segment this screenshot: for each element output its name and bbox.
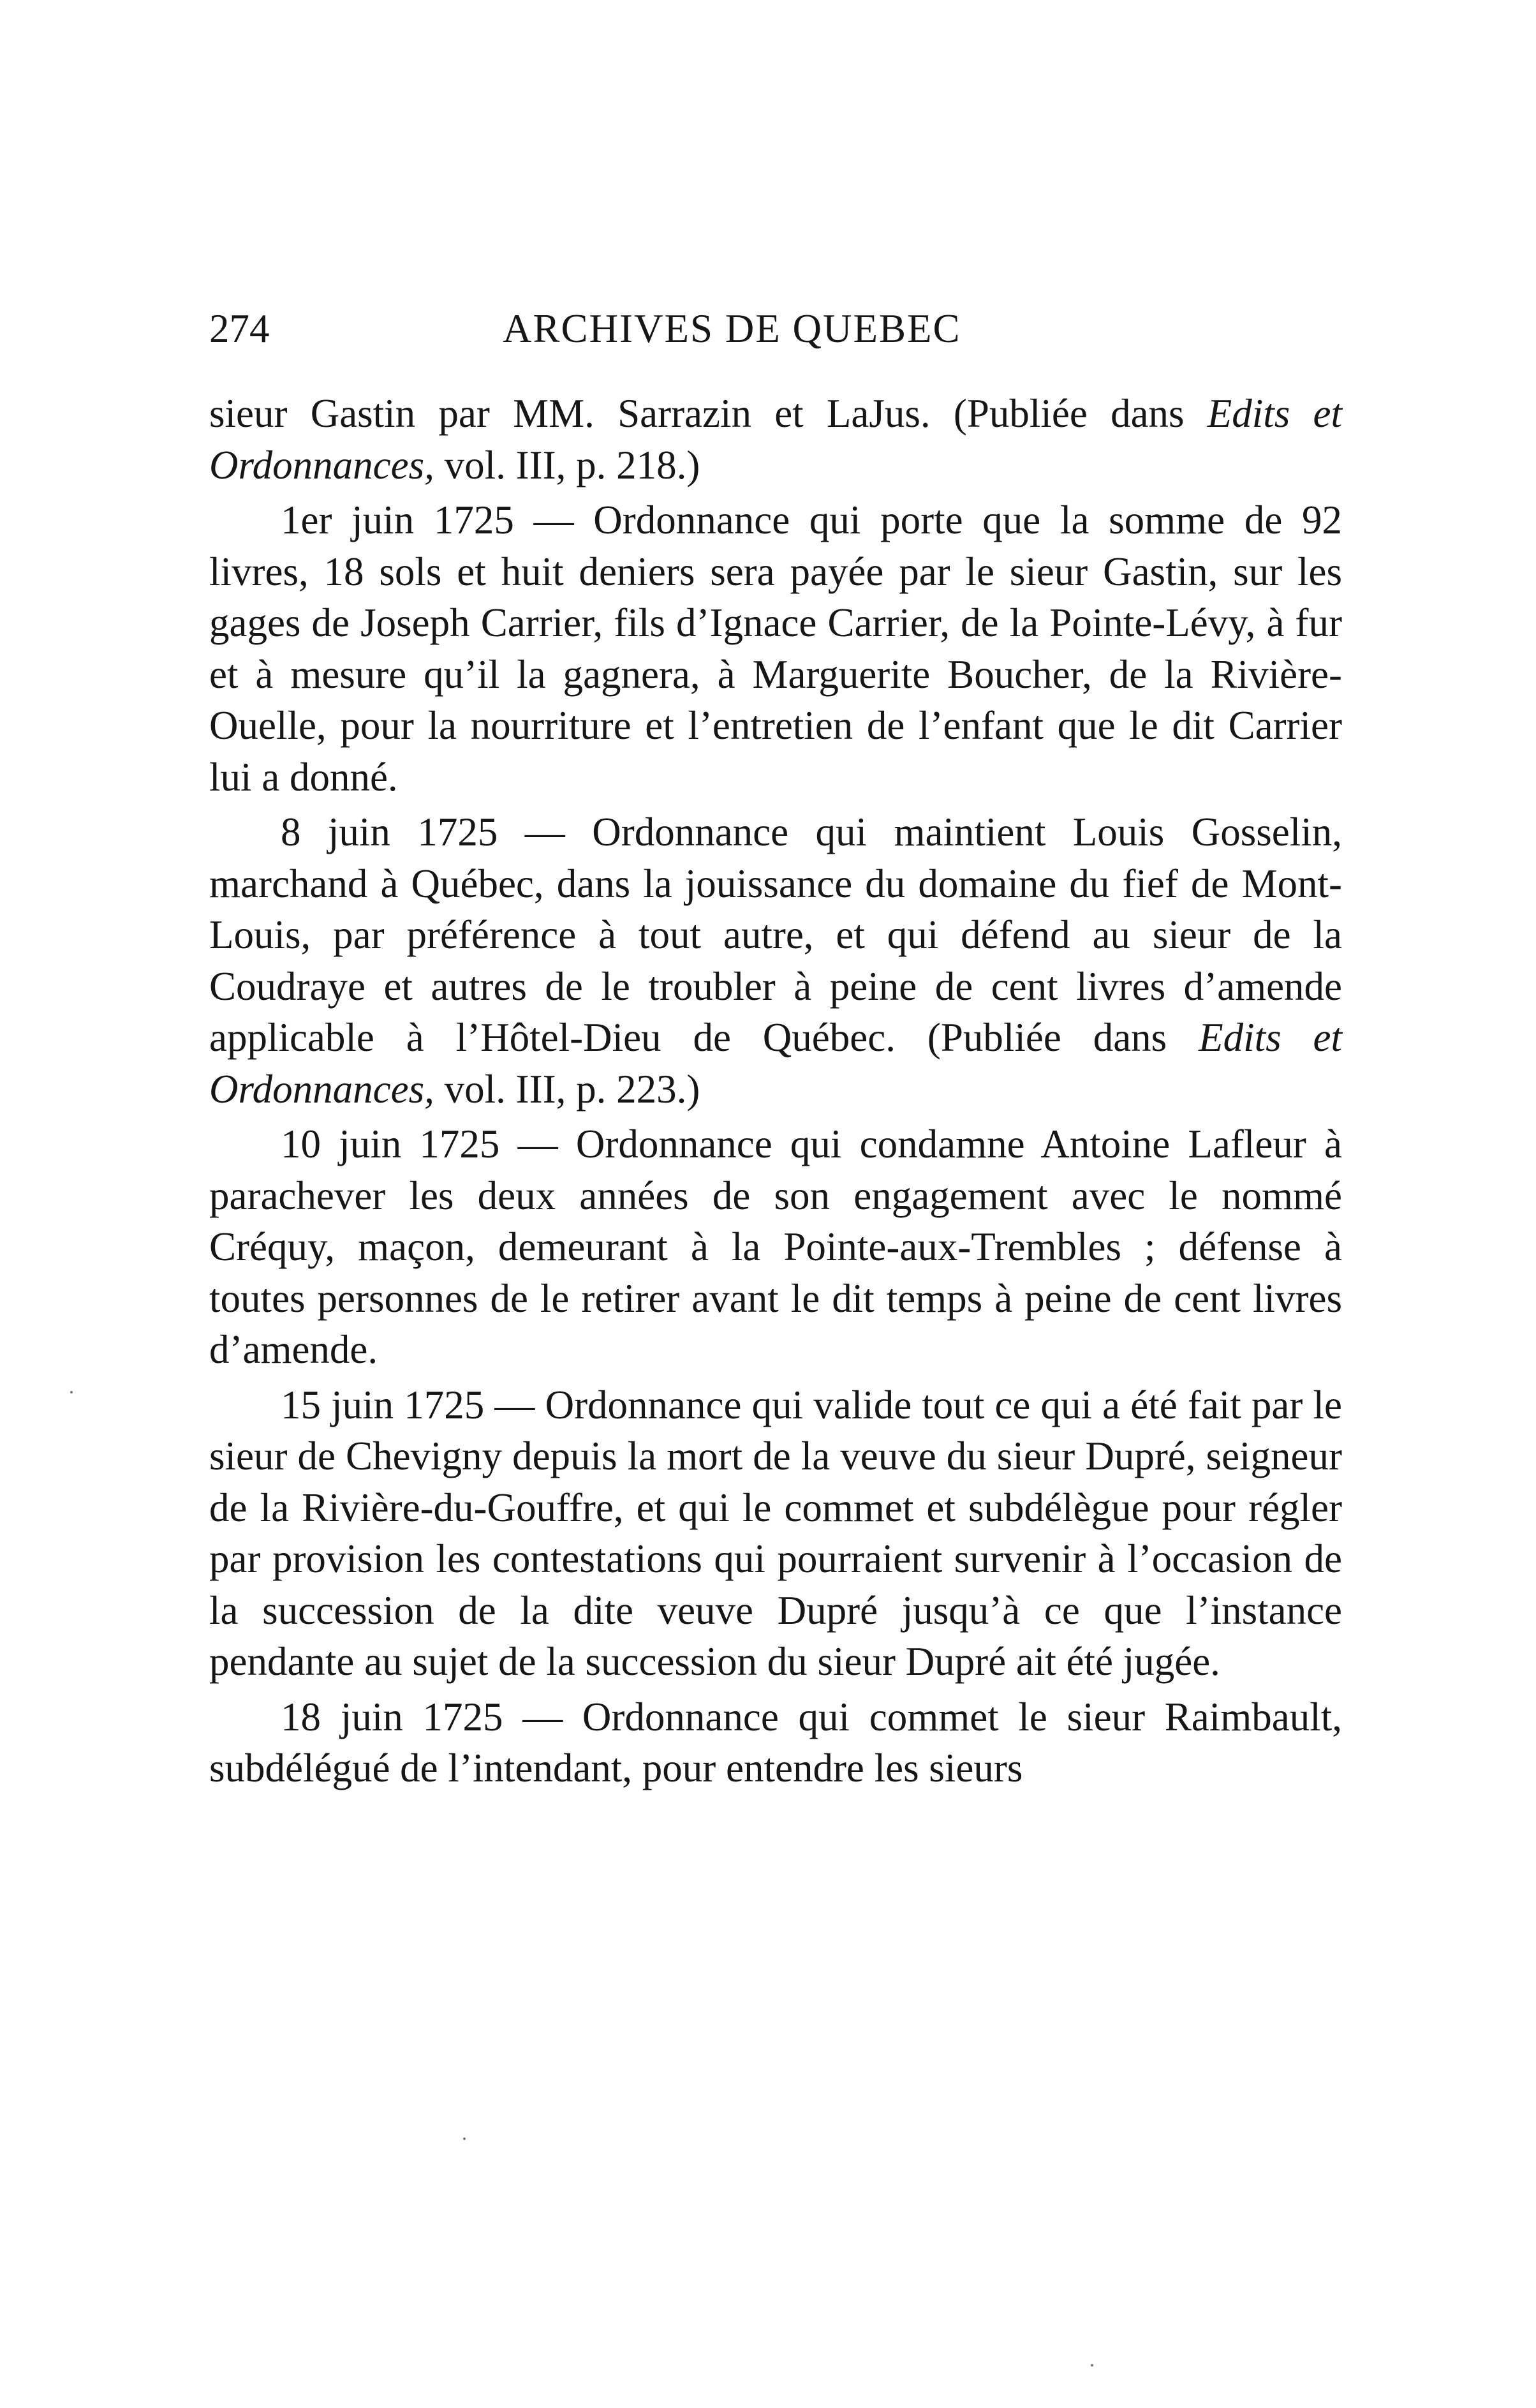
paragraph-entry: 10 juin 1725 — Ordonnance qui condamne Antoine Lafleur à parachever les deux années de son engagement avec le nommé Créquy, maçon, demeurant à la Pointe-aux-Trembles ; défense à toutes personnes de le retirer avant le dit temps à peine de cent livres d’amende. (209, 1122, 1342, 1372)
page-header (209, 300, 1342, 357)
paragraph-entry: 18 juin 1725 — Ordonnance qui commet le sieur Raimbault, subdélégué de l’intendant, pour entendre les sieurs (209, 1694, 1342, 1790)
paragraph-entry: 8 juin 1725 — Ordonnance qui maintient Louis Gosselin, marchand à Québec, dans la jouissance du domaine du fief de Mont-Louis, par préférence à tout autre, et qui défend au sieur de la Coudraye et autres de le troubler à peine de cent livres d’amende applicable à l’Hôtel-Dieu de Québec. (Publiée dans Edits et Ordonnances, vol. III, p. 223.) (209, 810, 1342, 1111)
paragraph-entry: 15 juin 1725 — Ordonnance qui valide tout ce qui a été fait par le sieur de Chevigny depuis la mort de la veuve du sieur Dupré, seigneur de la Rivière-du-Gouffre, et qui le commet et subdélègue pour régler par provision les contestations qui pourraient survenir à l’occasion de la succession de la dite veuve Dupré jusqu’à ce que l’instance pendante au sujet de la succession du sieur Dupré ait été jugée. (209, 1382, 1342, 1684)
paragraph-continued: sieur Gastin par MM. Sarrazin et LaJus. (Publiée dans Edits et Ordonnances, vol. III, p. 218.) (209, 391, 1342, 487)
running-title: ARCHIVES DE QUEBEC (503, 306, 961, 351)
italic-title: Edits et Ordonnances, (209, 1015, 1342, 1111)
italic-title: Edits et Ordonnances, (209, 391, 1342, 487)
scan-speck (70, 1391, 73, 1394)
body-text (209, 388, 1342, 1794)
page-number: 274 (209, 306, 270, 351)
paragraph-entry: 1er juin 1725 — Ordonnance qui porte que la somme de 92 livres, 18 sols et huit deniers sera payée par le sieur Gastin, sur les gages de Joseph Carrier, fils d’Ignace Carrier, de la Pointe-Lévy, à fur et à mesure qu’il la gagnera, à Marguerite Boucher, de la Rivière-Ouelle, pour la nourriture et l’entretien de l’enfant que le dit Carrier lui a donné. (209, 498, 1342, 799)
scan-speck (1091, 2364, 1093, 2367)
scan-speck (463, 2137, 466, 2140)
